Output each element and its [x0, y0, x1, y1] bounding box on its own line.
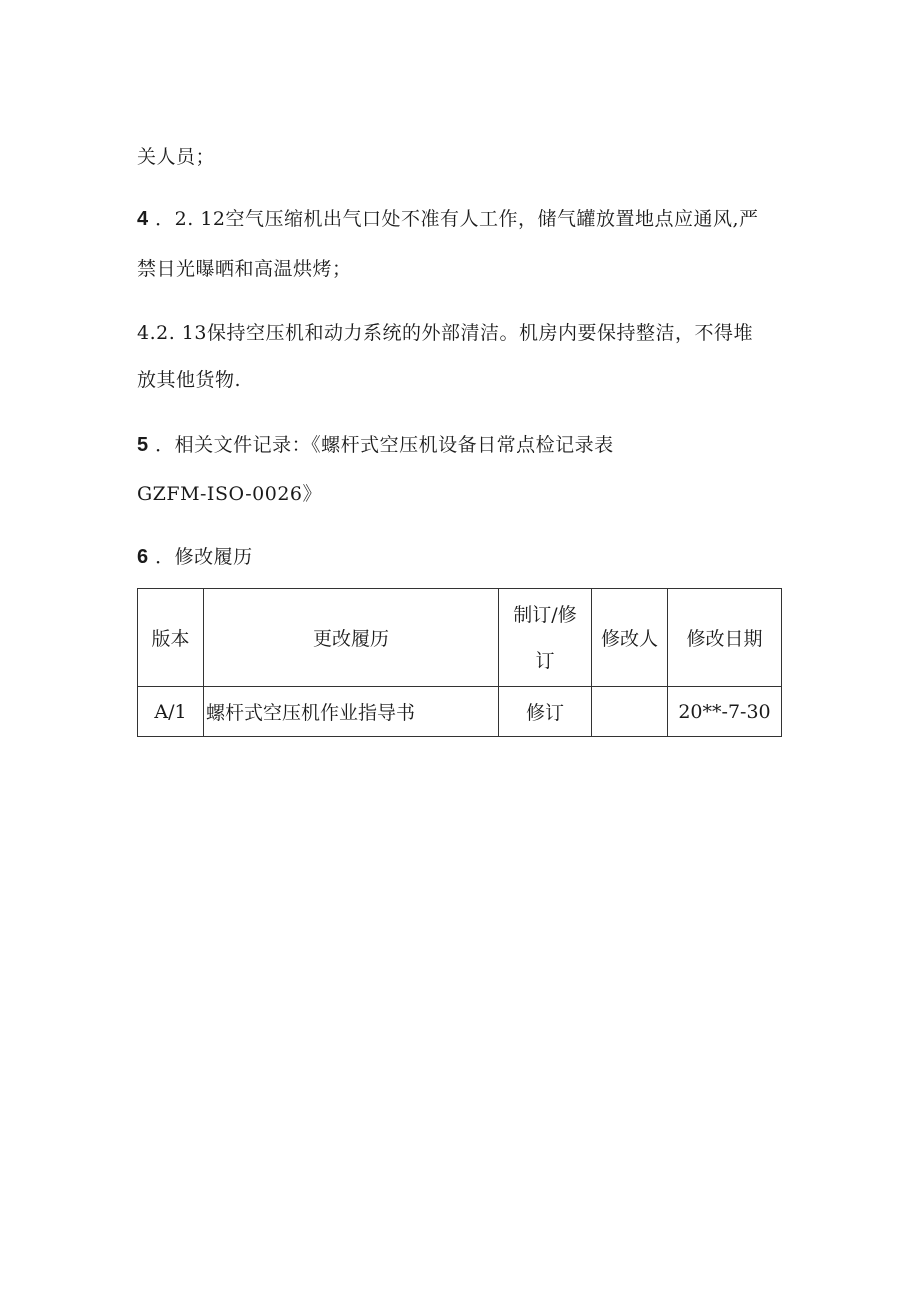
line-text: ．2. 12空气压缩机出气口处不准有人工作，储气罐放置地点应通风,严 [155, 208, 759, 230]
section-number: 5 [137, 434, 149, 456]
cell-modifier [592, 687, 668, 737]
cell-history: 螺杆式空压机作业指导书 [204, 687, 499, 737]
header-history: 更改履历 [204, 589, 499, 687]
text-line-3 [137, 257, 352, 281]
header-version: 版本 [138, 589, 204, 687]
text-line-6 [137, 433, 614, 457]
header-type-line2: 订 [535, 649, 555, 672]
text-line-2 [137, 207, 759, 231]
table-row [138, 687, 782, 737]
text-line-5 [137, 368, 241, 392]
header-type [499, 589, 592, 687]
cell-type: 修订 [499, 687, 592, 737]
header-type-line1: 制订/修 [513, 603, 577, 626]
cell-version: A/1 [138, 687, 204, 737]
text-line-4 [137, 321, 753, 345]
line-text: 4.2. 13保持空压机和动力系统的外部清洁。机房内要保持整洁，不得堆 [137, 322, 753, 344]
text-line-7 [137, 482, 322, 506]
line-text: 禁日光曝晒和高温烘烤； [137, 258, 352, 280]
header-modifier: 修改人 [592, 589, 668, 687]
section-number: 6 [137, 546, 149, 568]
revision-history-table [137, 588, 782, 737]
line-text: 放其他货物. [137, 369, 242, 391]
text-line-1 [137, 145, 215, 169]
line-text: ．修改履历 [155, 546, 253, 568]
table-header-row [138, 589, 782, 687]
line-text: 关人员； [137, 146, 216, 168]
header-date: 修改日期 [668, 589, 782, 687]
cell-date: 20**-7-30 [668, 687, 782, 737]
line-text: GZFM-ISO-0026》 [137, 483, 323, 505]
text-line-8 [137, 545, 253, 569]
line-text: ．相关文件记录：《螺杆式空压机设备日常点检记录表 [155, 434, 614, 456]
section-number: 4 [137, 208, 149, 230]
